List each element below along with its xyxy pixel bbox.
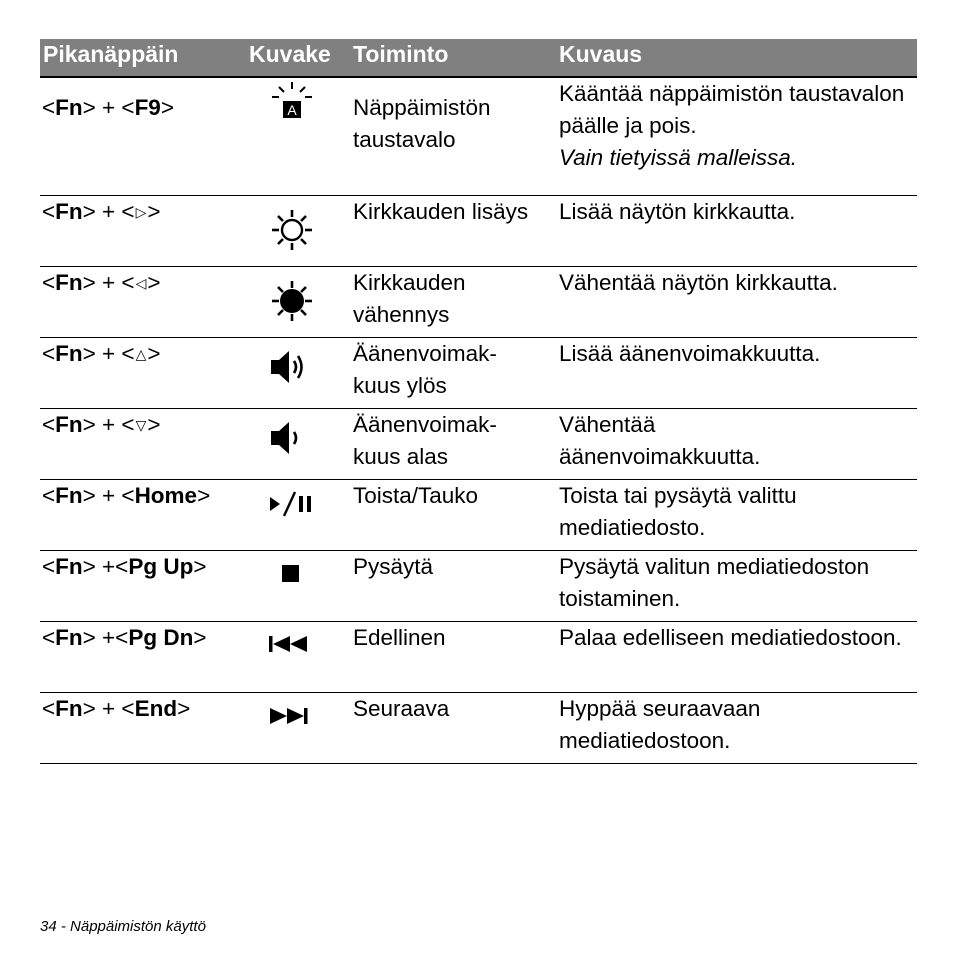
icon-cell: [247, 196, 353, 267]
volume-up-icon: [269, 347, 313, 387]
description-text: Vähentää näytön kirkkautta.: [559, 270, 838, 295]
function-cell: [353, 693, 559, 764]
icon-cell: [247, 622, 353, 693]
header-icon: Kuvake: [247, 39, 353, 77]
description-cell: [559, 409, 917, 480]
key-text: >: [147, 412, 161, 437]
key-text: > +<: [82, 554, 129, 579]
key-text: <: [42, 625, 56, 650]
key-fn: Fn: [55, 270, 83, 295]
function-text: Näppäimistön taustavalo: [353, 95, 491, 152]
function-cell: [353, 338, 559, 409]
svg-text:A: A: [287, 102, 297, 118]
down-arrow-key-glyph: ▽: [135, 417, 147, 433]
brightness-down-icon: [268, 277, 316, 325]
key-fn: Fn: [55, 199, 83, 224]
table-row: [40, 196, 917, 267]
function-text: Kirkkauden lisäys: [353, 199, 529, 224]
description-text: Kääntää näppäimistön taustavalon päälle ja pois.: [559, 81, 905, 138]
table-row: [40, 622, 917, 693]
key-fn: Fn: [55, 554, 83, 579]
key-text: <: [42, 483, 56, 508]
table-row: [40, 77, 917, 196]
function-text: Äänenvoimak-: [353, 341, 497, 366]
description-text: Lisää äänenvoimakkuutta.: [559, 341, 821, 366]
key-text: > + <: [82, 341, 135, 366]
function-cell: [353, 267, 559, 338]
function-text: Toista/Tauko: [353, 483, 479, 508]
key-text: >: [197, 483, 211, 508]
key-main: F9: [134, 95, 161, 120]
volume-down-icon: [269, 418, 313, 458]
description-cell: [559, 77, 917, 196]
key-text: >: [147, 341, 161, 366]
key-text: <: [42, 696, 56, 721]
key-text: > + <: [82, 696, 135, 721]
key-fn: Fn: [55, 412, 83, 437]
key-text: > + <: [82, 412, 135, 437]
icon-cell: [247, 338, 353, 409]
function-cell: [353, 551, 559, 622]
key-main: Home: [134, 483, 198, 508]
key-main: Pg Up: [128, 554, 194, 579]
description-text: Palaa edelliseen mediatiedostoon.: [559, 625, 902, 650]
left-arrow-key-glyph: ◁: [135, 275, 147, 291]
header-key: Pikanäppäin: [40, 39, 247, 77]
hotkey-table: [40, 39, 917, 764]
function-cell: [353, 196, 559, 267]
key-text: >: [147, 199, 161, 224]
description-cell: [559, 693, 917, 764]
icon-cell: [247, 480, 353, 551]
hotkey-cell: [40, 409, 247, 480]
icon-cell: [247, 267, 353, 338]
key-fn: Fn: [55, 341, 83, 366]
description-cell: [559, 338, 917, 409]
key-main: End: [134, 696, 178, 721]
key-text: > + <: [82, 95, 135, 120]
description-cell: [559, 551, 917, 622]
key-fn: Fn: [55, 483, 83, 508]
hotkey-cell: [40, 77, 247, 196]
function-text: Pysäytä: [353, 554, 434, 579]
key-text: >: [147, 270, 161, 295]
icon-cell: [247, 693, 353, 764]
hotkey-cell: [40, 480, 247, 551]
table-header-row: [40, 39, 917, 77]
key-text: > + <: [82, 483, 135, 508]
description-text: Lisää näytön kirkkautta.: [559, 199, 796, 224]
description-cell: [559, 480, 917, 551]
function-cell: [353, 409, 559, 480]
table-row: [40, 480, 917, 551]
previous-track-icon: [267, 632, 315, 656]
key-text: >: [193, 554, 207, 579]
table-row: [40, 338, 917, 409]
function-cell: [353, 77, 559, 196]
key-text: >: [177, 696, 191, 721]
key-fn: Fn: [55, 625, 83, 650]
key-text: <: [42, 554, 56, 579]
description-text: Hyppää seuraavaan mediatiedostoon.: [559, 696, 761, 753]
table-row: [40, 267, 917, 338]
function-text: Seuraava: [353, 696, 450, 721]
up-arrow-key-glyph: △: [135, 346, 147, 362]
right-arrow-key-glyph: ▷: [135, 204, 147, 220]
brightness-up-icon: [268, 206, 316, 254]
hotkey-cell: [40, 267, 247, 338]
hotkey-cell: [40, 551, 247, 622]
next-track-icon: [268, 704, 316, 728]
key-main: Pg Dn: [128, 625, 194, 650]
key-fn: Fn: [55, 696, 83, 721]
function-cell: [353, 480, 559, 551]
page-footer: 34 - Näppäimistön käyttö: [40, 918, 206, 935]
function-cell: [353, 622, 559, 693]
table-row: [40, 409, 917, 480]
table-row: [40, 551, 917, 622]
icon-cell: [247, 551, 353, 622]
key-text: > + <: [82, 199, 135, 224]
key-text: <: [42, 95, 56, 120]
hotkey-cell: [40, 622, 247, 693]
hotkey-cell: [40, 196, 247, 267]
header-function: Toiminto: [353, 39, 559, 77]
key-text: >: [160, 95, 174, 120]
description-text: äänenvoimakkuutta.: [559, 444, 761, 469]
key-text: <: [42, 270, 56, 295]
icon-cell: [247, 77, 353, 196]
key-fn: Fn: [55, 95, 83, 120]
key-text: > +<: [82, 625, 129, 650]
stop-icon: [281, 564, 301, 584]
hotkey-cell: [40, 338, 247, 409]
description-cell: [559, 196, 917, 267]
description-cell: [559, 622, 917, 693]
key-text: <: [42, 341, 56, 366]
description-text: Toista tai pysäytä valittu mediatiedosto.: [559, 483, 797, 540]
function-text: Edellinen: [353, 625, 446, 650]
description-text: Pysäytä valitun mediatiedoston toistaminen.: [559, 554, 870, 611]
header-description: Kuvaus: [559, 39, 917, 77]
function-text: kuus alas: [353, 444, 449, 469]
function-text: Äänenvoimak-: [353, 412, 497, 437]
description-cell: [559, 267, 917, 338]
table-row: [40, 693, 917, 764]
function-text: kuus ylös: [353, 373, 447, 398]
key-text: <: [42, 199, 56, 224]
hotkey-cell: [40, 693, 247, 764]
description-text: Vähentää: [559, 412, 656, 437]
icon-cell: [247, 409, 353, 480]
key-text: >: [193, 625, 207, 650]
play-pause-icon: [268, 489, 314, 519]
key-text: > + <: [82, 270, 135, 295]
keyboard-backlight-icon: [267, 80, 317, 122]
function-text: Kirkkauden vähennys: [353, 270, 466, 327]
model-note: Vain tietyissä malleissa.: [559, 145, 798, 170]
key-text: <: [42, 412, 56, 437]
